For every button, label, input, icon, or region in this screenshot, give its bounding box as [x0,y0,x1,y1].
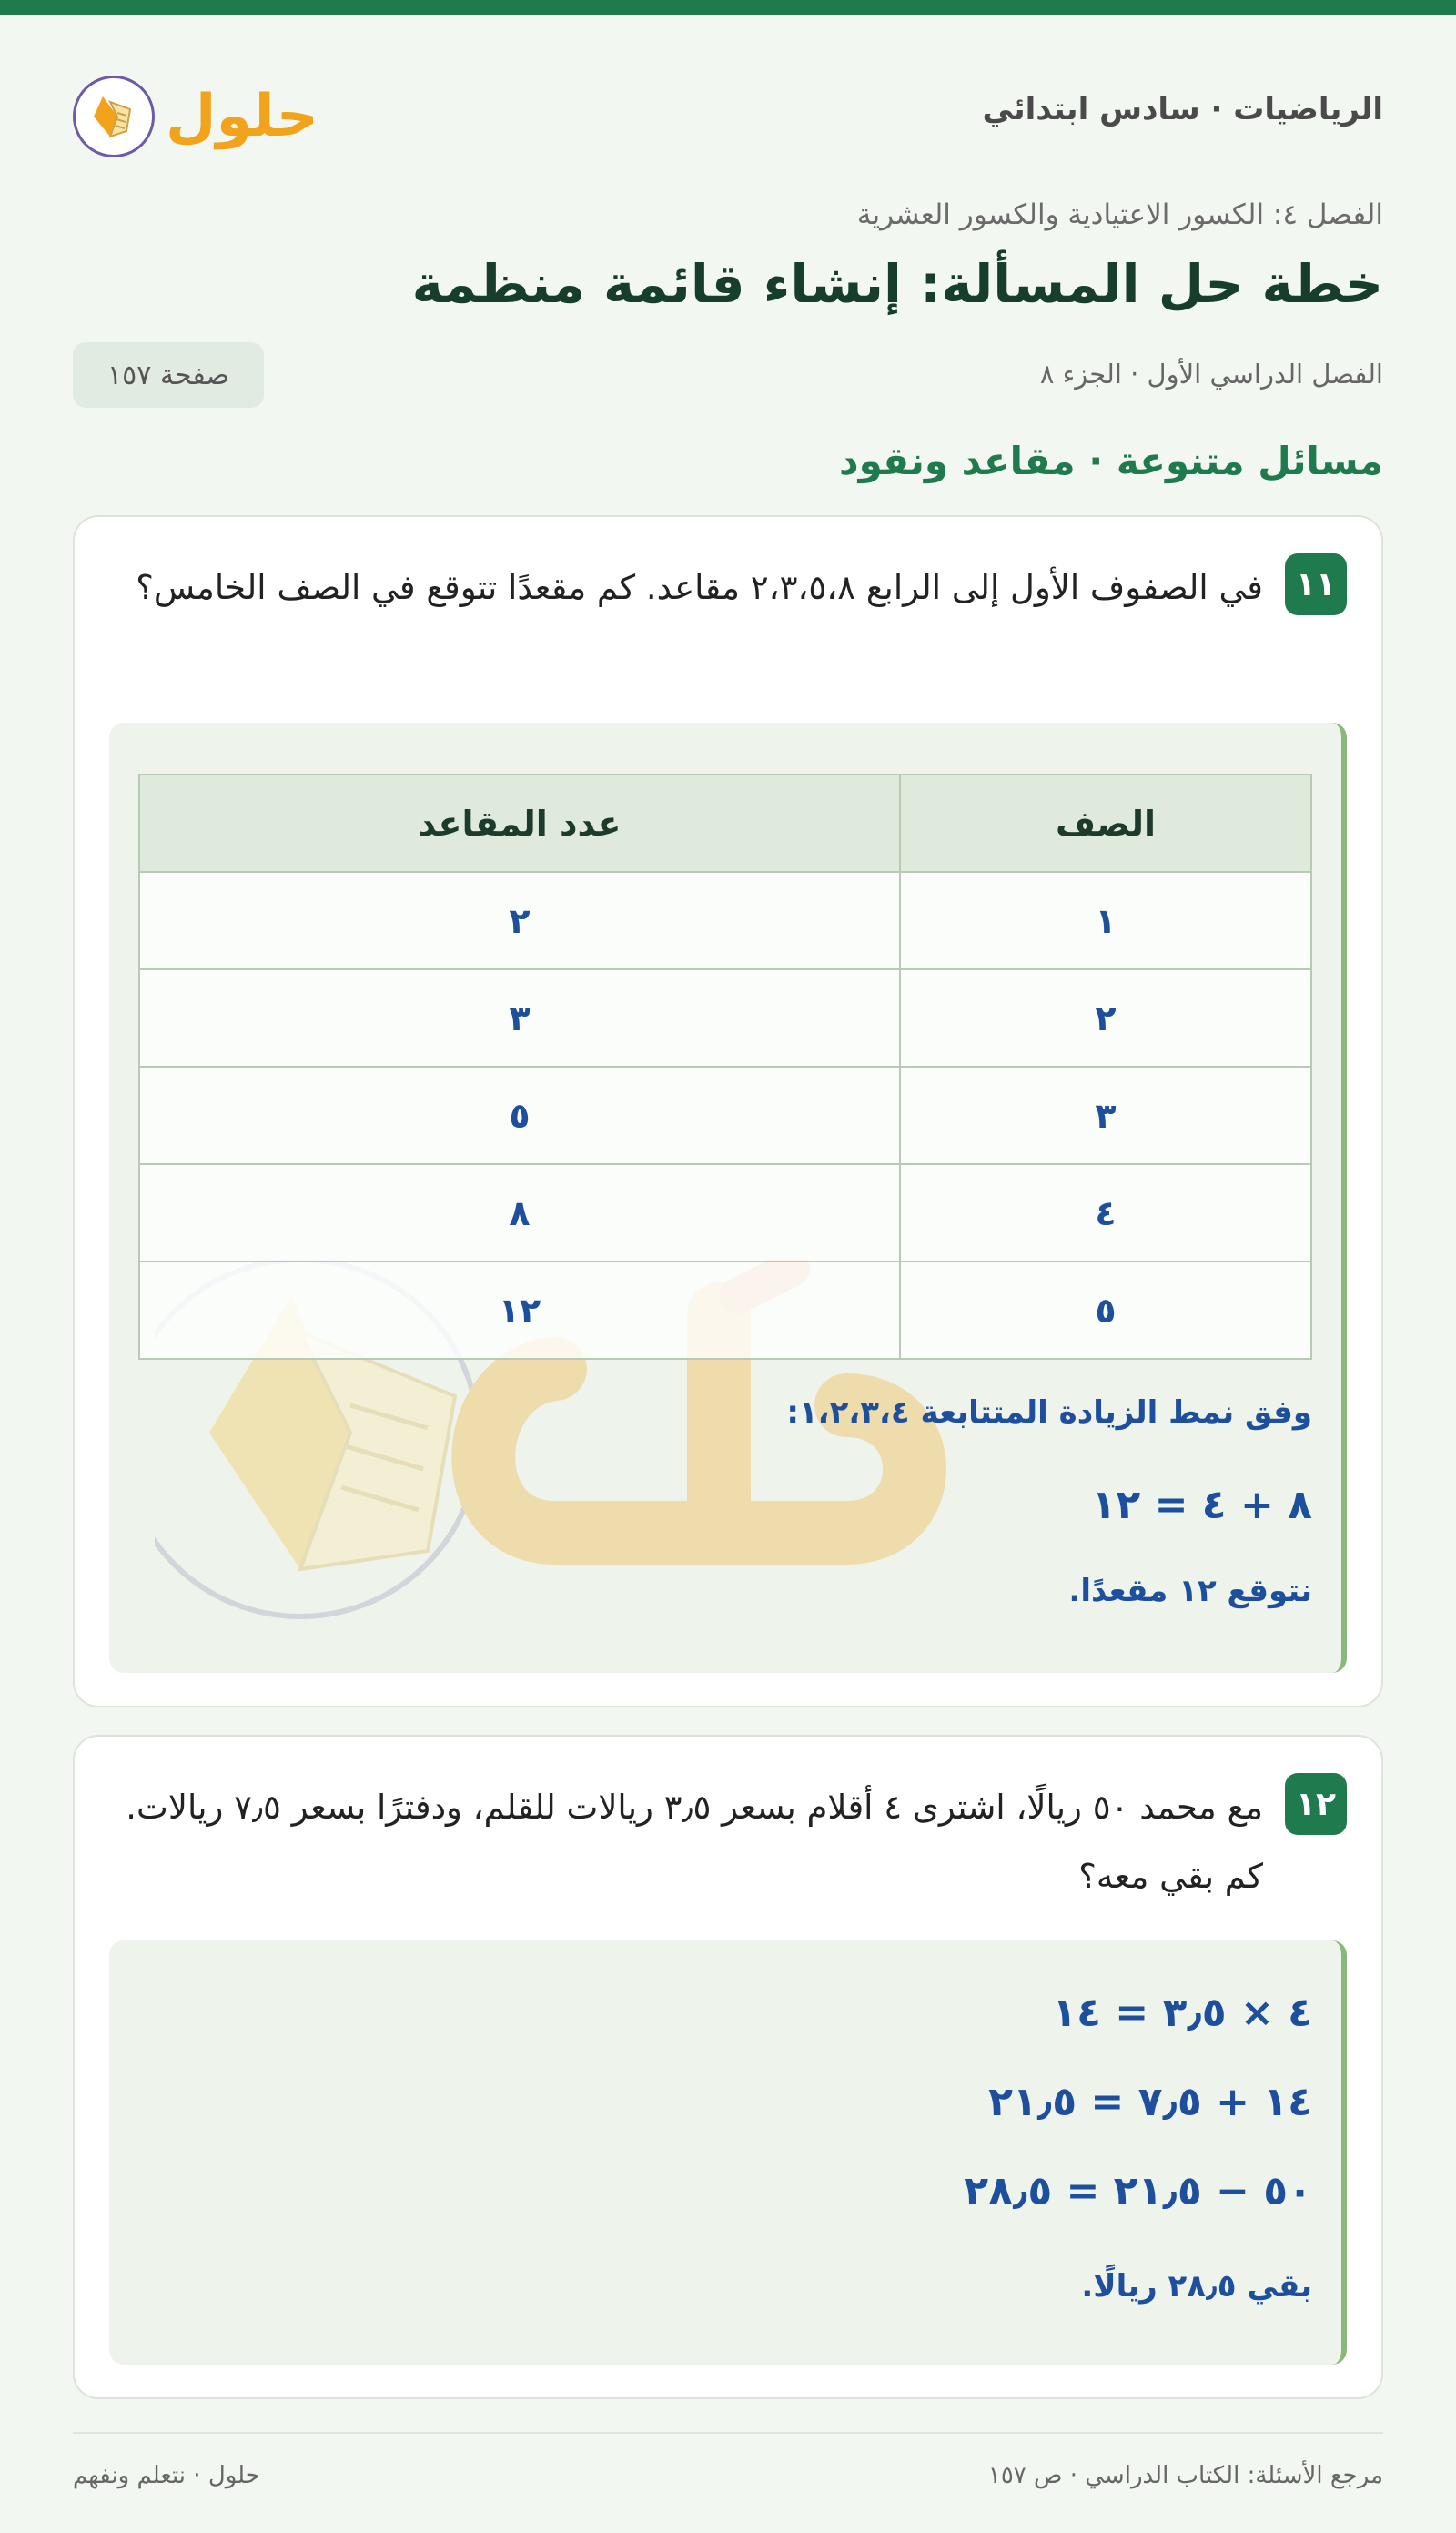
footer-divider [73,2432,1383,2434]
chapter-label: الفصل ٤: الكسور الاعتيادية والكسور العشرية [856,198,1383,231]
book-icon [73,76,155,157]
table-cell: ١ [900,872,1311,969]
footer-tagline: حلول · نتعلم ونفهم [73,2462,260,2489]
solution-equation: ٤ × ٣٫٥ = ١٤ [1052,1990,1312,2036]
table-cell: ١٢ [139,1261,900,1359]
table-cell: ٢ [139,872,900,969]
table-row [139,969,1311,1067]
page-header [73,71,1383,171]
column-header-row: الصف [900,775,1311,872]
solution-conclusion: بقي ٢٨٫٥ ريالًا. [1081,2268,1312,2305]
question-text: مع محمد ٥٠ ريالًا، اشترى ٤ أقلام بسعر ٣٫٥ ريالات للقلم، ودفترًا بسعر ٧٫٥ ريالات. كم بقي معه؟ [126,1788,1263,1896]
table-row [139,872,1311,969]
table-row [139,1067,1311,1164]
solution-conclusion: نتوقع ١٢ مقعدًا. [1068,1573,1312,1609]
table-cell: ٢ [900,969,1311,1067]
table-cell: ٣ [900,1067,1311,1164]
table-cell: ٣ [139,969,900,1067]
answer-box [109,723,1347,1673]
table-cell: ٥ [900,1261,1311,1359]
question-number-badge: ١٢ [1285,1773,1347,1835]
answer-box [109,1940,1347,2365]
table-cell: ٥ [139,1067,900,1164]
question-text: في الصفوف الأول إلى الرابع ٢،٣،٥،٨ مقاعد. كم مقعدًا تتوقع في الصف الخامس؟ [136,568,1263,607]
table-header-row [139,775,1311,872]
footer-reference: مرجع الأسئلة: الكتاب الدراسي · ص ١٥٧ [987,2462,1383,2489]
question-card [73,515,1383,1707]
brand-logo[interactable] [73,71,328,162]
column-header-seats: عدد المقاعد [139,775,900,872]
page-title: خطة حل المسألة: إنشاء قائمة منظمة [411,253,1383,315]
table-row [139,1164,1311,1261]
brand-name: حلول [166,83,318,150]
solution-equation: ٥٠ − ٢١٫٥ = ٢٨٫٥ [964,2168,1312,2214]
table-row [139,1261,1311,1359]
subject-label: الرياضيات · سادس ابتدائي [982,91,1383,127]
solution-equation: ٨ + ٤ = ١٢ [1091,1482,1312,1528]
table-cell: ٨ [139,1164,900,1261]
question-number-badge: ١١ [1285,553,1347,615]
solution-equation: ١٤ + ٧٫٥ = ٢١٫٥ [988,2079,1312,2125]
section-heading: مسائل متنوعة · مقاعد ونقود [839,439,1383,483]
table-cell: ٤ [900,1164,1311,1261]
semester-label: الفصل الدراسي الأول · الجزء ٨ [1039,359,1383,390]
seats-table [138,774,1312,1360]
question-card [73,1735,1383,2399]
page-number-badge: صفحة ١٥٧ [73,342,264,408]
top-accent-bar [0,0,1456,15]
solution-note: وفق نمط الزيادة المتتابعة ١،٢،٣،٤: [786,1394,1312,1431]
